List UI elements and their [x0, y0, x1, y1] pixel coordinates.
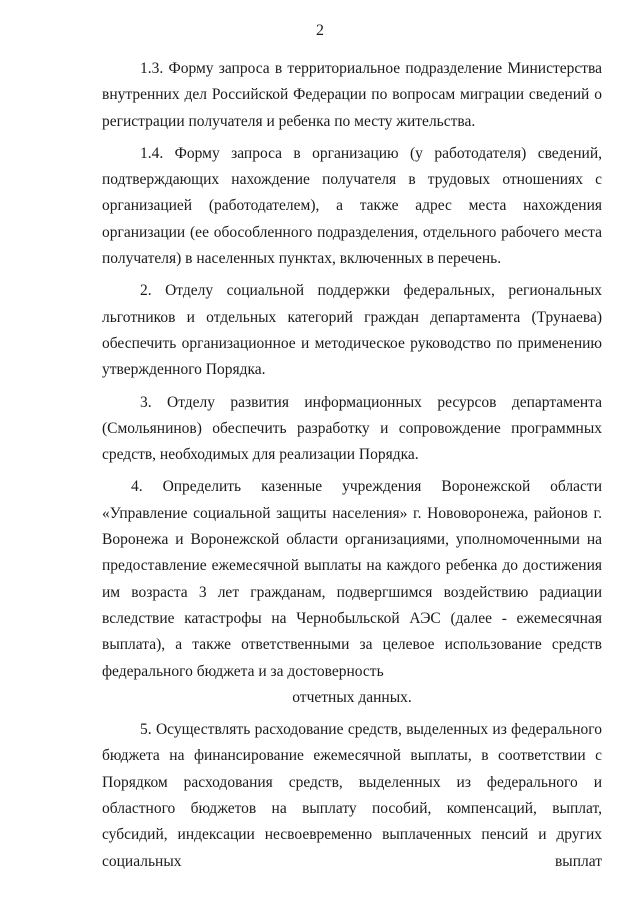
- paragraph-4: 4. Определить казенные учреждения Воронежской области «Управление социальной защиты населения» г. Нововоронежа, районов г. Воронежа и Воронежской области организациями, уполномоченными на предоставление ежемесячной выплаты на каждого ребенка до достижения им возраста 3 лет гражданам, подвергшимся воздействию радиации вследствие катастрофы на Чернобыльской АЭС (далее - ежемесячная выплата), а также ответственными за целевое использование средств федерального бюджета и за достоверность: [102, 478, 602, 680]
- paragraph-2: 2. Отделу социальной поддержки федеральных, региональных льготников и отдельных категорий граждан департамента (Трунаева) обеспечить организационное и методическое руководство по применению утвержденного Порядка.: [102, 282, 602, 379]
- document-body: [102, 56, 602, 881]
- paragraph-1-4: 1.4. Форму запроса в организацию (у работодателя) сведений, подтверждающих нахождение получателя в трудовых отношениях с организацией (работодателем), а также адрес места нахождения организации (ее обособленного подразделения, отдельного рабочего места получателя) в населенных пунктах, включенных в перечень.: [102, 144, 602, 268]
- paragraph-1-3: 1.3. Форму запроса в территориальное подразделение Министерства внутренних дел Российской Федерации по вопросам миграции сведений о регистрации получателя и ребенка по месту жительства.: [102, 60, 602, 130]
- paragraph-3: 3. Отделу развития информационных ресурсов департамента (Смольянинов) обеспечить разработку и сопровождение программных средств, необходимых для реализации Порядка.: [102, 393, 602, 464]
- paragraph-4-tail: отчетных данных.: [292, 688, 412, 706]
- paragraph-5: 5. Осуществлять расходование средств, выделенных из федерального бюджета на финансирование ежемесячной выплаты, в соответствии с Порядком расходования средств, выделенных из федерального и областного бюджетов на выплату пособий, компенсаций, выплат, субсидий, индексации несвоевременно выплаченных пенсий и других социальных выплат: [102, 721, 602, 870]
- page-number: 2: [316, 22, 324, 39]
